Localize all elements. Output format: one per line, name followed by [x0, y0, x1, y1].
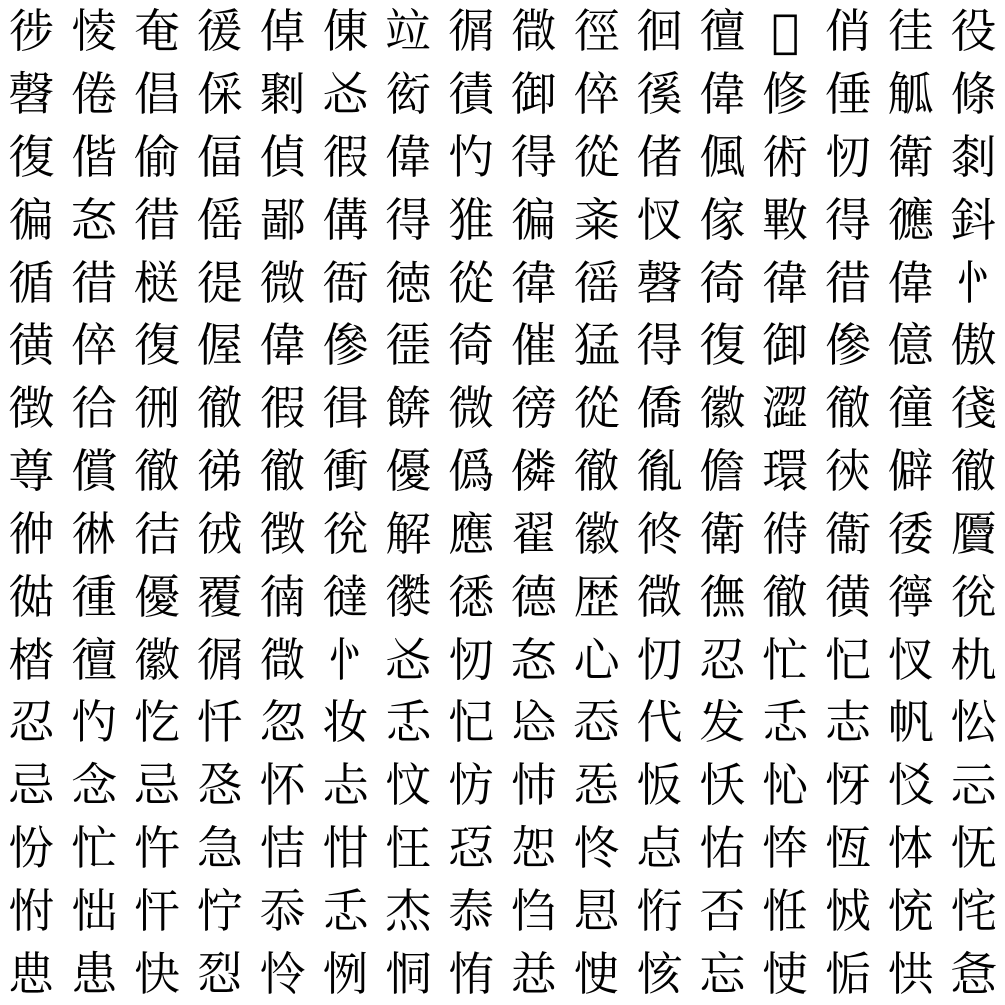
glyph-cell: 㣳 [699, 569, 746, 624]
glyph-cell: 急 [196, 820, 243, 875]
glyph-cell: 㣩 [71, 506, 118, 561]
glyph-cell: 㣝 [196, 506, 243, 561]
glyph-cell: 㣾 [636, 192, 683, 247]
glyph-cell: 㤧 [824, 946, 871, 1001]
glyph-cell: 㣾 [887, 632, 934, 687]
glyph-cell: 倦 [71, 67, 118, 122]
glyph-cell: 徳 [385, 255, 432, 310]
glyph-cell: 㥄 [71, 4, 118, 59]
glyph-cell: 㣣 [824, 444, 871, 499]
glyph-cell: 㮸 [134, 255, 181, 310]
glyph-cell: 徸 [887, 381, 934, 436]
glyph-cell: 㣷 [887, 569, 934, 624]
glyph-cell: 㤇 [699, 758, 746, 813]
glyph-cell: 㣲 [510, 4, 557, 59]
glyph-cell: 㣨 [8, 569, 55, 624]
glyph-cell: 发 [699, 695, 746, 750]
glyph-cell: 歴 [573, 569, 620, 624]
glyph-cell: 贗 [950, 506, 997, 561]
glyph-cell: 微 [448, 381, 495, 436]
glyph-cell: 㣿 [71, 695, 118, 750]
glyph-cell: 㣰 [448, 569, 495, 624]
glyph-cell: 忎 [322, 883, 369, 938]
glyph-cell: 㣻 [385, 632, 432, 687]
glyph-cell: 得 [824, 192, 871, 247]
glyph-cell: 翟 [510, 506, 557, 561]
glyph-cell: 忙 [762, 632, 809, 687]
glyph-cell: 忪 [950, 695, 997, 750]
glyph-cell: 㤋 [8, 820, 55, 875]
glyph-cell: 㓼 [950, 130, 997, 185]
glyph-cell: 㣮 [259, 569, 306, 624]
glyph-cell: 忽 [259, 695, 306, 750]
glyph-cell: 㤢 [448, 946, 495, 1001]
glyph-cell: 㣱 [448, 67, 495, 122]
glyph-cell: 優 [385, 444, 432, 499]
glyph-cell: 㣽 [71, 192, 118, 247]
glyph-cell: 忍 [699, 632, 746, 687]
glyph-cell: 鈄 [950, 192, 997, 247]
glyph-cell: 㤣 [510, 946, 557, 1001]
glyph-cell: 㭼 [8, 632, 55, 687]
glyph-cell: 㣹 [887, 192, 934, 247]
glyph-cell: 忎 [385, 695, 432, 750]
glyph-cell: 徹 [259, 444, 306, 499]
glyph-cell: 環 [762, 444, 809, 499]
glyph-cell: 解 [385, 506, 432, 561]
glyph-cell: 從 [573, 130, 620, 185]
glyph-cell: 術 [762, 130, 809, 185]
glyph-cell: 億 [887, 318, 934, 373]
glyph-cell: 偷 [134, 130, 181, 185]
glyph-cell: 徬 [510, 381, 557, 436]
glyph-cell: 㤨 [887, 946, 934, 1001]
glyph-cell: 餴 [385, 381, 432, 436]
glyph-cell: 怜 [259, 946, 306, 1001]
glyph-cell: 㤦 [762, 946, 809, 1001]
glyph-cell: 杰 [385, 883, 432, 938]
glyph-cell: 徭 [573, 255, 620, 310]
glyph-cell: 㣴 [824, 569, 871, 624]
glyph-cell: 奄 [134, 4, 181, 59]
glyph-cell: 僑 [636, 381, 683, 436]
glyph-cell: 徰 [385, 318, 432, 373]
glyph-cell: 徹 [196, 381, 243, 436]
glyph-cell: 㣟 [134, 506, 181, 561]
glyph-cell: 𠊍 [771, 4, 799, 59]
glyph-cell: 忐 [322, 758, 369, 813]
glyph-cell: 徛 [448, 318, 495, 373]
glyph-cell: 倅 [573, 67, 620, 122]
glyph-cell: 修 [762, 67, 809, 122]
glyph-cell: 徑 [573, 4, 620, 59]
glyph-cell: 竝 [385, 4, 432, 59]
glyph-cell: 㤏 [573, 820, 620, 875]
glyph-cell: 㣦 [887, 506, 934, 561]
glyph-cell: 㣸 [385, 569, 432, 624]
glyph-cell: 倕 [824, 67, 871, 122]
glyph-cell: 偉 [887, 255, 934, 310]
glyph-cell: 㣺 [322, 632, 369, 687]
glyph-cell: 偪 [196, 130, 243, 185]
glyph-cell: 忈 [950, 758, 997, 813]
glyph-cell: 復 [8, 130, 55, 185]
glyph-cell: 得 [510, 130, 557, 185]
glyph-cell: 猛 [573, 318, 620, 373]
glyph-cell: 徥 [196, 255, 243, 310]
glyph-cell: 心 [573, 632, 620, 687]
glyph-cell: 㣤 [950, 381, 997, 436]
glyph-cell: 俏 [824, 4, 871, 59]
glyph-cell: 忓 [134, 883, 181, 938]
glyph-cell: 㣪 [196, 4, 243, 59]
glyph-cell: 㣛 [71, 381, 118, 436]
glyph-cell: 㣶 [699, 4, 746, 59]
glyph-cell: 徫 [510, 255, 557, 310]
glyph-cell: 朹 [950, 632, 997, 687]
glyph-cell: 傲 [950, 318, 997, 373]
glyph-cell: 㤘 [510, 883, 557, 938]
glyph-cell: 㤅 [573, 758, 620, 813]
glyph-cell: 偕 [71, 130, 118, 185]
glyph-cell: 催 [510, 318, 557, 373]
glyph-cell: 衙 [322, 255, 369, 310]
glyph-cell: 㤥 [636, 946, 683, 1001]
glyph-cell: 衛 [887, 130, 934, 185]
glyph-cell: 㤓 [887, 820, 934, 875]
glyph-cell: 㤍 [448, 820, 495, 875]
glyph-cell: 偉 [259, 318, 306, 373]
glyph-cell: 代 [636, 695, 683, 750]
glyph-cell: 鄙 [259, 192, 306, 247]
glyph-cell: 徽 [134, 632, 181, 687]
glyph-cell: 忍 [8, 695, 55, 750]
glyph-cell: 㤎 [510, 820, 557, 875]
glyph-cell: 條 [950, 67, 997, 122]
glyph-cell: 㤒 [762, 820, 809, 875]
glyph-cell: 從 [573, 381, 620, 436]
glyph-cell: 徹 [762, 569, 809, 624]
glyph-cell: 循 [8, 255, 55, 310]
glyph-cell: 徍 [887, 4, 934, 59]
glyph-cell: 徹 [573, 444, 620, 499]
glyph-cell: 微 [259, 255, 306, 310]
glyph-cell: 徫 [762, 255, 809, 310]
glyph-cell: 應 [448, 506, 495, 561]
glyph-cell: 徯 [636, 67, 683, 122]
glyph-cell: 尊 [8, 444, 55, 499]
glyph-cell: 㤀 [510, 695, 557, 750]
glyph-cell: 㤡 [322, 946, 369, 1001]
glyph-cell: 御 [510, 67, 557, 122]
glyph-cell: 徣 [134, 192, 181, 247]
glyph-cell: 徽 [573, 506, 620, 561]
glyph-cell: 志 [824, 695, 871, 750]
glyph-cell: 㤩 [950, 946, 997, 1001]
glyph-cell: 役 [950, 4, 997, 59]
glyph-cell: 㣞 [950, 569, 997, 624]
glyph-cell: 忋 [448, 695, 495, 750]
glyph-cell: 㤠 [196, 946, 243, 1001]
glyph-cell: 恄 [259, 820, 306, 875]
glyph-cell: 偑 [699, 130, 746, 185]
glyph-cell: 倬 [259, 4, 306, 59]
glyph-cell: 㣲 [259, 632, 306, 687]
glyph-cell: 㤟 [8, 946, 55, 1001]
glyph-cell: 㤚 [636, 883, 683, 938]
glyph-cell: 㣬 [322, 381, 369, 436]
glyph-cell: 㣢 [196, 444, 243, 499]
glyph-cell: 復 [699, 318, 746, 373]
glyph-cell: 傋 [322, 192, 369, 247]
glyph-cell: 㣡 [8, 506, 55, 561]
glyph-cell: 㣶 [71, 632, 118, 687]
glyph-cell: 㣜 [134, 381, 181, 436]
glyph-cell: 傪 [824, 318, 871, 373]
glyph-cell: 㤄 [510, 758, 557, 813]
glyph-cell: 徣 [71, 255, 118, 310]
glyph-cell: 德 [510, 569, 557, 624]
glyph-cell: 衝 [322, 444, 369, 499]
glyph-cell: 倅 [71, 318, 118, 373]
glyph-cell: 㣧 [636, 444, 683, 499]
glyph-cell: 㤝 [887, 883, 934, 938]
glyph-cell: 念 [71, 758, 118, 813]
glyph-cell: 㤑 [699, 820, 746, 875]
glyph-cell: 徽 [699, 381, 746, 436]
glyph-cell: 㣯 [448, 4, 495, 59]
glyph-cell: 僞 [448, 444, 495, 499]
glyph-cell: 忘 [699, 946, 746, 1001]
glyph-cell: 忔 [134, 695, 181, 750]
glyph-cell: 從 [448, 255, 495, 310]
glyph-cell: 㣴 [8, 318, 55, 373]
glyph-cell: 傜 [196, 192, 243, 247]
glyph-cell: 忌 [8, 758, 55, 813]
glyph-cell: 㣲 [636, 569, 683, 624]
glyph-cell: 㪤 [762, 192, 809, 247]
glyph-cell: 忤 [134, 820, 181, 875]
glyph-cell: 偵 [259, 130, 306, 185]
glyph-cell: 㣵 [322, 569, 369, 624]
glyph-cell: 徴 [8, 381, 55, 436]
glyph-cell: 㤂 [196, 758, 243, 813]
glyph-cell: 徧 [8, 192, 55, 247]
glyph-cell: 妆 [322, 695, 369, 750]
glyph-cell: 㣫 [71, 569, 118, 624]
glyph-cell: 㤙 [573, 883, 620, 938]
glyph-cell: 㤃 [448, 758, 495, 813]
glyph-cell: 忹 [385, 820, 432, 875]
glyph-cell: 徧 [510, 192, 557, 247]
glyph-cell: 衛 [699, 506, 746, 561]
glyph-cell: 偉 [699, 67, 746, 122]
glyph-cell: 㤌 [322, 820, 369, 875]
glyph-cell: 觚 [887, 67, 934, 122]
glyph-cell: 㣺 [950, 255, 997, 310]
glyph-cell: 徴 [259, 506, 306, 561]
glyph-cell: 忉 [636, 632, 683, 687]
glyph-cell: 偉 [385, 130, 432, 185]
glyph-cell: 偖 [636, 130, 683, 185]
glyph-cell: 恫 [385, 946, 432, 1001]
glyph-cell: 徹 [824, 381, 871, 436]
glyph-cell: 怃 [950, 820, 997, 875]
glyph-cell: 㤊 [887, 758, 934, 813]
glyph-cell: 倲 [322, 4, 369, 59]
glyph-cell: 御 [762, 318, 809, 373]
glyph-cell: 㣿 [448, 130, 495, 185]
glyph-cell: 㪰 [573, 192, 620, 247]
glyph-cell: 徣 [824, 255, 871, 310]
glyph-cell: 優 [134, 569, 181, 624]
glyph-cell: 怀 [259, 758, 306, 813]
glyph-cell: 覆 [196, 569, 243, 624]
glyph-cell: 衞 [824, 506, 871, 561]
glyph-cell: 㤔 [8, 883, 55, 938]
glyph-cell: 㲈 [636, 255, 683, 310]
glyph-cell: 忌 [134, 758, 181, 813]
glyph-cell: 㣞 [322, 506, 369, 561]
glyph-cell: 患 [71, 946, 118, 1001]
glyph-cell: 㤜 [824, 883, 871, 938]
glyph-cell: 㲈 [8, 67, 55, 122]
glyph-cell: 徹 [134, 444, 181, 499]
glyph-cell: 恆 [824, 820, 871, 875]
glyph-cell: 徊 [636, 4, 683, 59]
glyph-cell: 衒 [385, 67, 432, 122]
glyph-cell: 復 [134, 318, 181, 373]
glyph-cell: 倡 [134, 67, 181, 122]
glyph-cell: 忟 [385, 758, 432, 813]
glyph-cell: 㣽 [510, 632, 557, 687]
glyph-cell: 忋 [824, 632, 871, 687]
glyph-cell: 㤗 [448, 883, 495, 938]
glyph-cell: 倸 [196, 67, 243, 122]
glyph-cell: 徦 [259, 381, 306, 436]
glyph-cell: 㤆 [636, 758, 683, 813]
glyph-cell: 徏 [8, 4, 55, 59]
glyph-cell: 僯 [510, 444, 557, 499]
glyph-cell: 㣯 [196, 632, 243, 687]
glyph-cell: 傪 [322, 318, 369, 373]
glyph-cell: 快 [134, 946, 181, 1001]
glyph-cell: 㤤 [573, 946, 620, 1001]
glyph-cell: 㔌 [259, 67, 306, 122]
glyph-cell: 徹 [950, 444, 997, 499]
glyph-cell: 忙 [71, 820, 118, 875]
glyph-cell: 㤐 [636, 820, 683, 875]
glyph-cell: 忝 [259, 883, 306, 938]
glyph-cell: 徦 [322, 130, 369, 185]
glyph-cell: 帆 [887, 695, 934, 750]
glyph-cell: 澀 [762, 381, 809, 436]
glyph-cell: 偓 [196, 318, 243, 373]
glyph-cell: 㤉 [824, 758, 871, 813]
glyph-cell: 㤈 [762, 758, 809, 813]
glyph-cell: 㤕 [71, 883, 118, 938]
glyph-cell: 㣼 [824, 130, 871, 185]
glyph-cell: 儋 [699, 444, 746, 499]
glyph-cell: 㤛 [762, 883, 809, 938]
glyph-cell: 㤁 [573, 695, 620, 750]
glyph-cell: 僻 [887, 444, 934, 499]
glyph-cell: 償 [71, 444, 118, 499]
glyph-cell: 忏 [196, 695, 243, 750]
glyph-cell: 㣼 [448, 632, 495, 687]
glyph-cell: 㤖 [196, 883, 243, 938]
glyph-cell: 得 [385, 192, 432, 247]
glyph-cell: 忎 [762, 695, 809, 750]
glyph-cell: 㣠 [636, 506, 683, 561]
glyph-cell: 否 [699, 883, 746, 938]
glyph-cell: 㣥 [762, 506, 809, 561]
glyph-cell: 猚 [448, 192, 495, 247]
glyph-cell: 徛 [699, 255, 746, 310]
glyph-cell: 㤞 [950, 883, 997, 938]
glyph-cell: 得 [636, 318, 683, 373]
glyph-cell: 傢 [699, 192, 746, 247]
glyph-cell: 㣻 [322, 67, 369, 122]
